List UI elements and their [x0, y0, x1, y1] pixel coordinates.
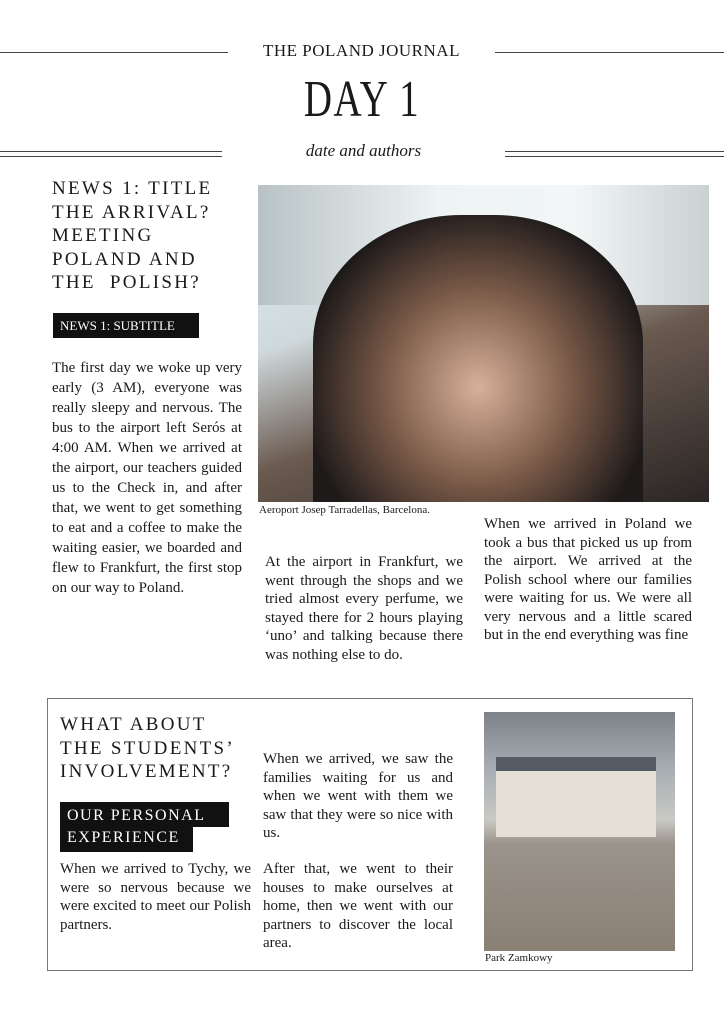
headline-line: NEWS 1: TITLE [52, 178, 213, 199]
headline-line: INVOLVEMENT? [60, 761, 233, 782]
header-rule-left [0, 52, 228, 53]
news1-subtitle: NEWS 1: SUBTITLE [53, 313, 199, 338]
photo-caption-airport: Aeroport Josep Tarradellas, Barcelona. [259, 504, 430, 516]
news1-col2: At the airport in Frankfurt, we went through the shops and we tried almost every perfume, we stayed there for 2 hours playing ‘uno’ and talking because there was nothing else to do. [265, 554, 463, 663]
photo-caption-park: Park Zamkowy [485, 952, 553, 964]
journal-title: THE POLAND JOURNAL [263, 41, 460, 60]
double-rule-left-a [0, 151, 222, 152]
day-title: DAY 1 [303, 71, 421, 128]
headline-line: WHAT ABOUT [60, 714, 207, 735]
students-col2b: After that, we went to their houses to make ourselves at home, then we went with our partners to discover the local area. [263, 861, 453, 951]
news1-body: The first day we woke up very early (3 AM), everyone was really sleepy and nervous. The bus to the airport left Serós at 4:00 AM. When we arrived at the airport, our teachers guided us to the Check in, and after that, we went to get something to eat and a coffee to make the waiting easier, we boarded and flew to Frankfurt, the first stop on our way to Poland. [52, 360, 242, 596]
headline-line: THE STUDENTS’ [60, 737, 236, 759]
students-col1: When we arrived to Tychy, we were so nervous because we were excited to meet our Polish partners. [60, 861, 251, 933]
news1-col3: When we arrived in Poland we took a bus that picked us up from the airport. We arrived at the Polish school where our families were waiting for us. We were all very nervous and a little scared but in the end everything was fine [484, 516, 692, 643]
date-and-authors: date and authors [305, 141, 422, 160]
park-zamkowy-photo [484, 712, 675, 951]
headline-line: THE ARRIVAL? [52, 201, 211, 223]
label-line: OUR PERSONAL [60, 802, 229, 827]
double-rule-left-b [0, 156, 222, 157]
headline-line: POLAND AND [52, 248, 197, 270]
news1-headline [52, 177, 252, 295]
header-rule-right [495, 52, 724, 53]
students-col2a: When we arrived, we saw the families waiting for us and when we went with them we saw that they were so nice with us. [263, 751, 453, 841]
group-selfie-photo [258, 185, 709, 502]
students-headline [60, 713, 270, 784]
headline-line: MEETING [52, 225, 154, 246]
label-line: EXPERIENCE [60, 827, 193, 852]
headline-line: THE POLISH? [52, 272, 201, 293]
double-rule-right-b [505, 156, 724, 157]
double-rule-right-a [505, 151, 724, 152]
personal-experience-label [60, 802, 229, 852]
